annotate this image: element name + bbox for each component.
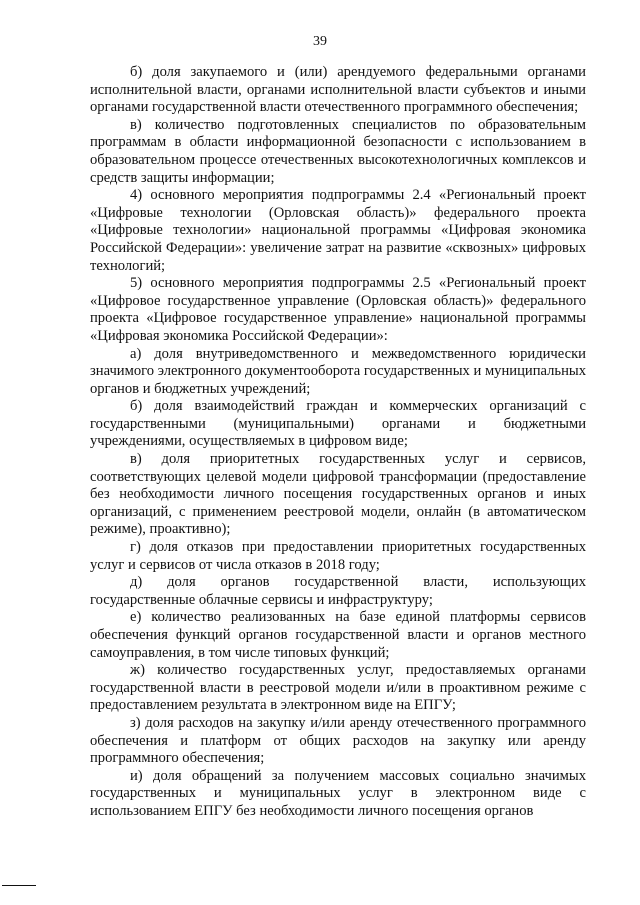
paragraph-item-i-epgu-requests: и) доля обращений за получением массовых социально значимых государственных и муниципальных услуг в электронном виде с использованием ЕПГУ без необходимости личного посещения органов <box>90 767 586 819</box>
paragraph-measure-2-4-digital-technologies: 4) основного мероприятия подпрограммы 2.4 «Региональный проект «Цифровые технологии (Орловская область)» федерального проекта «Цифровые технологии» национальной программы «Цифровая экономика Российской Федерации»: увеличение затрат на развитие «сквозных» цифровых технологий; <box>90 187 586 274</box>
paragraph-item-zh-registry-services: ж) количество государственных услуг, предоставляемых органами государственной власти в реестровой модели и/или в проактивном режиме с предоставлением результата в электронном виде на ЕПГУ; <box>90 662 586 714</box>
paragraph-measure-2-5-digital-government: 5) основного мероприятия подпрограммы 2.5 «Региональный проект «Цифровое государственное управление (Орловская область)» федерального проекта «Цифровое государственное управление» национальной программы «Цифровая экономика Российской Федерации»: <box>90 275 586 344</box>
page-number: 39 <box>313 34 327 49</box>
paragraph-item-e-platform-services: е) количество реализованных на базе единой платформы сервисов обеспечения функций органов государственной власти и органов местного самоуправления, в том числе типовых функций; <box>90 609 586 661</box>
footer-rule <box>2 885 36 886</box>
paragraph-item-b-domestic-software-share: б) доля закупаемого и (или) арендуемого федеральными органами исполнительной власти, органами исполнительной власти субъектов и иными органами государственной власти отечественного программного обеспечения; <box>90 64 586 116</box>
paragraph-item-a-edms-share: а) доля внутриведомственного и межведомственного юридически значимого электронного документооборота государственных и муниципальных органов и бюджетных учреждений; <box>90 345 586 397</box>
document-body <box>90 64 586 821</box>
paragraph-item-g-refusals-share: г) доля отказов при предоставлении приоритетных государственных услуг и сервисов от числа отказов в 2018 году; <box>90 539 586 573</box>
paragraph-item-b-digital-interactions: б) доля взаимодействий граждан и коммерческих организаций с государственными (муниципальными) органами и бюджетными учреждениями, осуществляемых в цифровом виде; <box>90 398 586 450</box>
paragraph-item-v-trained-specialists: в) количество подготовленных специалистов по образовательным программам в области информационной безопасности с использованием в образовательном процессе отечественных высокотехнологичных комплексов и средств защиты информации; <box>90 116 586 186</box>
paragraph-item-d-cloud-services: д) доля органов государственной власти, использующих государственные облачные сервисы и инфраструктуру; <box>90 574 586 608</box>
paragraph-item-z-software-expenses: з) доля расходов на закупку и/или аренду отечественного программного обеспечения и платформ от общих расходов на закупку или аренду программного обеспечения; <box>90 714 586 767</box>
paragraph-item-v-priority-services: в) доля приоритетных государственных услуг и сервисов, соответствующих целевой модели цифровой трансформации (предоставление без необходимости личного посещения государственных органов и иных организаций, с применением реестровой модели, онлайн (в автоматическом режиме), проактивно); <box>90 451 586 538</box>
